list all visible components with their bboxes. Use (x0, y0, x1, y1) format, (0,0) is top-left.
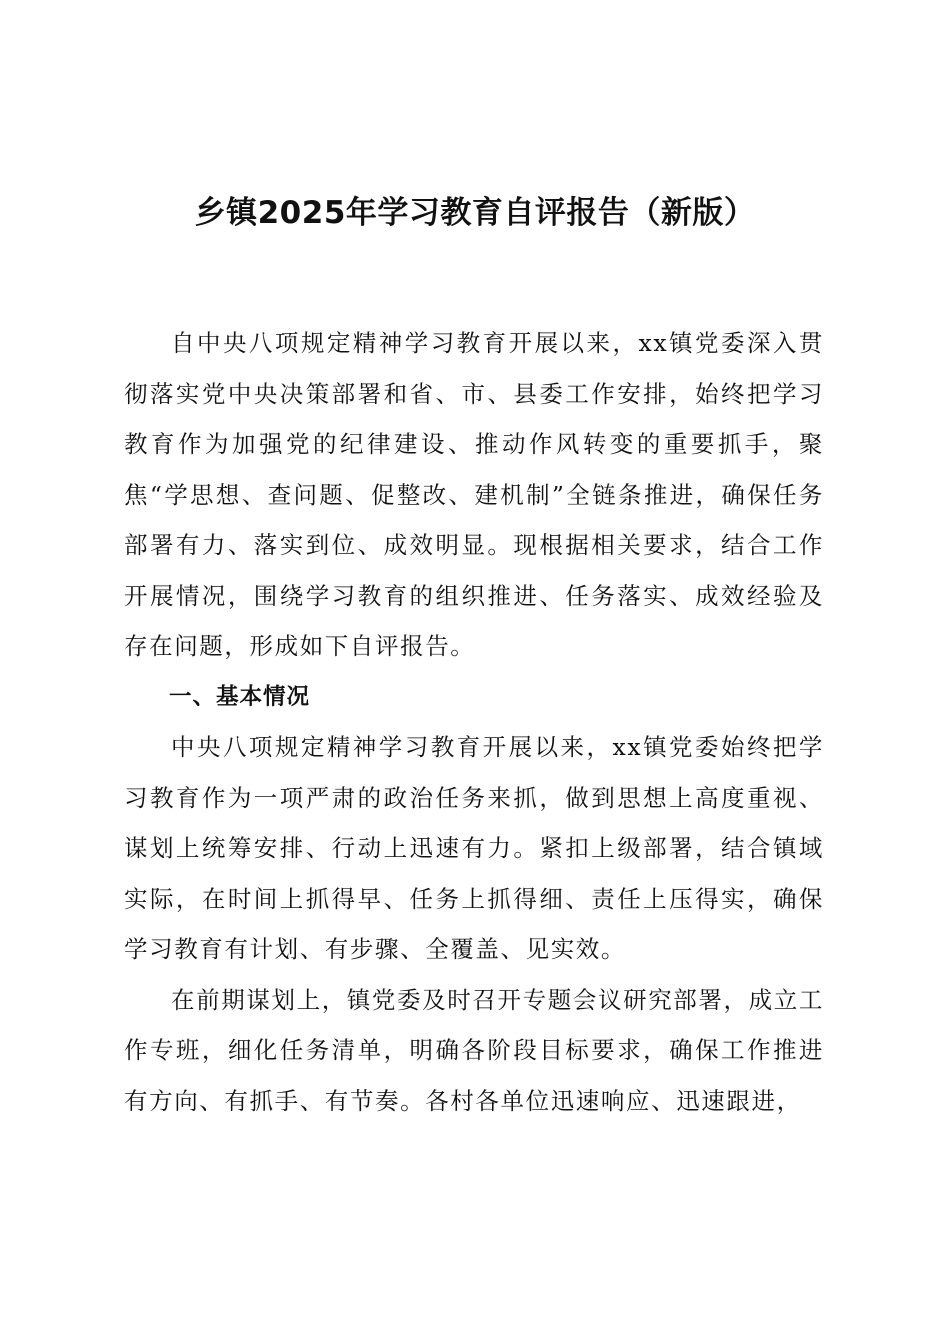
document-body (124, 318, 824, 1126)
section-paragraph: 中央八项规定精神学习教育开展以来，xx镇党委始终把学习教育作为一项严肃的政治任务来抓，做到思想上高度重视、谋划上统筹安排、行动上迅速有力。紧扣上级部署，结合镇域实际，在时间上抓得早、任务上抓得细、责任上压得实，确保学习教育有计划、有步骤、全覆盖、见实效。 (124, 733, 824, 963)
intro-paragraph: 自中央八项规定精神学习教育开展以来，xx镇党委深入贯彻落实党中央决策部署和省、市、县委工作安排，始终把学习教育作为加强党的纪律建设、推动作风转变的重要抓手，聚焦“学思想、查问题、促整改、建机制”全链条推进，确保任务部署有力、落实到位、成效明显。现根据相关要求，结合工作开展情况，围绕学习教育的组织推进、任务落实、成效经验及存在问题，形成如下自评报告。 (124, 329, 824, 660)
section-paragraph: 在前期谋划上，镇党委及时召开专题会议研究部署，成立工作专班，细化任务清单，明确各阶段目标要求，确保工作推进有方向、有抓手、有节奏。各村各单位迅速响应、迅速跟进， (124, 985, 824, 1115)
section-heading-basic-situation: 一、基本情况 (169, 683, 311, 710)
document-title: 乡镇2025年学习教育自评报告（新版） (194, 195, 756, 231)
